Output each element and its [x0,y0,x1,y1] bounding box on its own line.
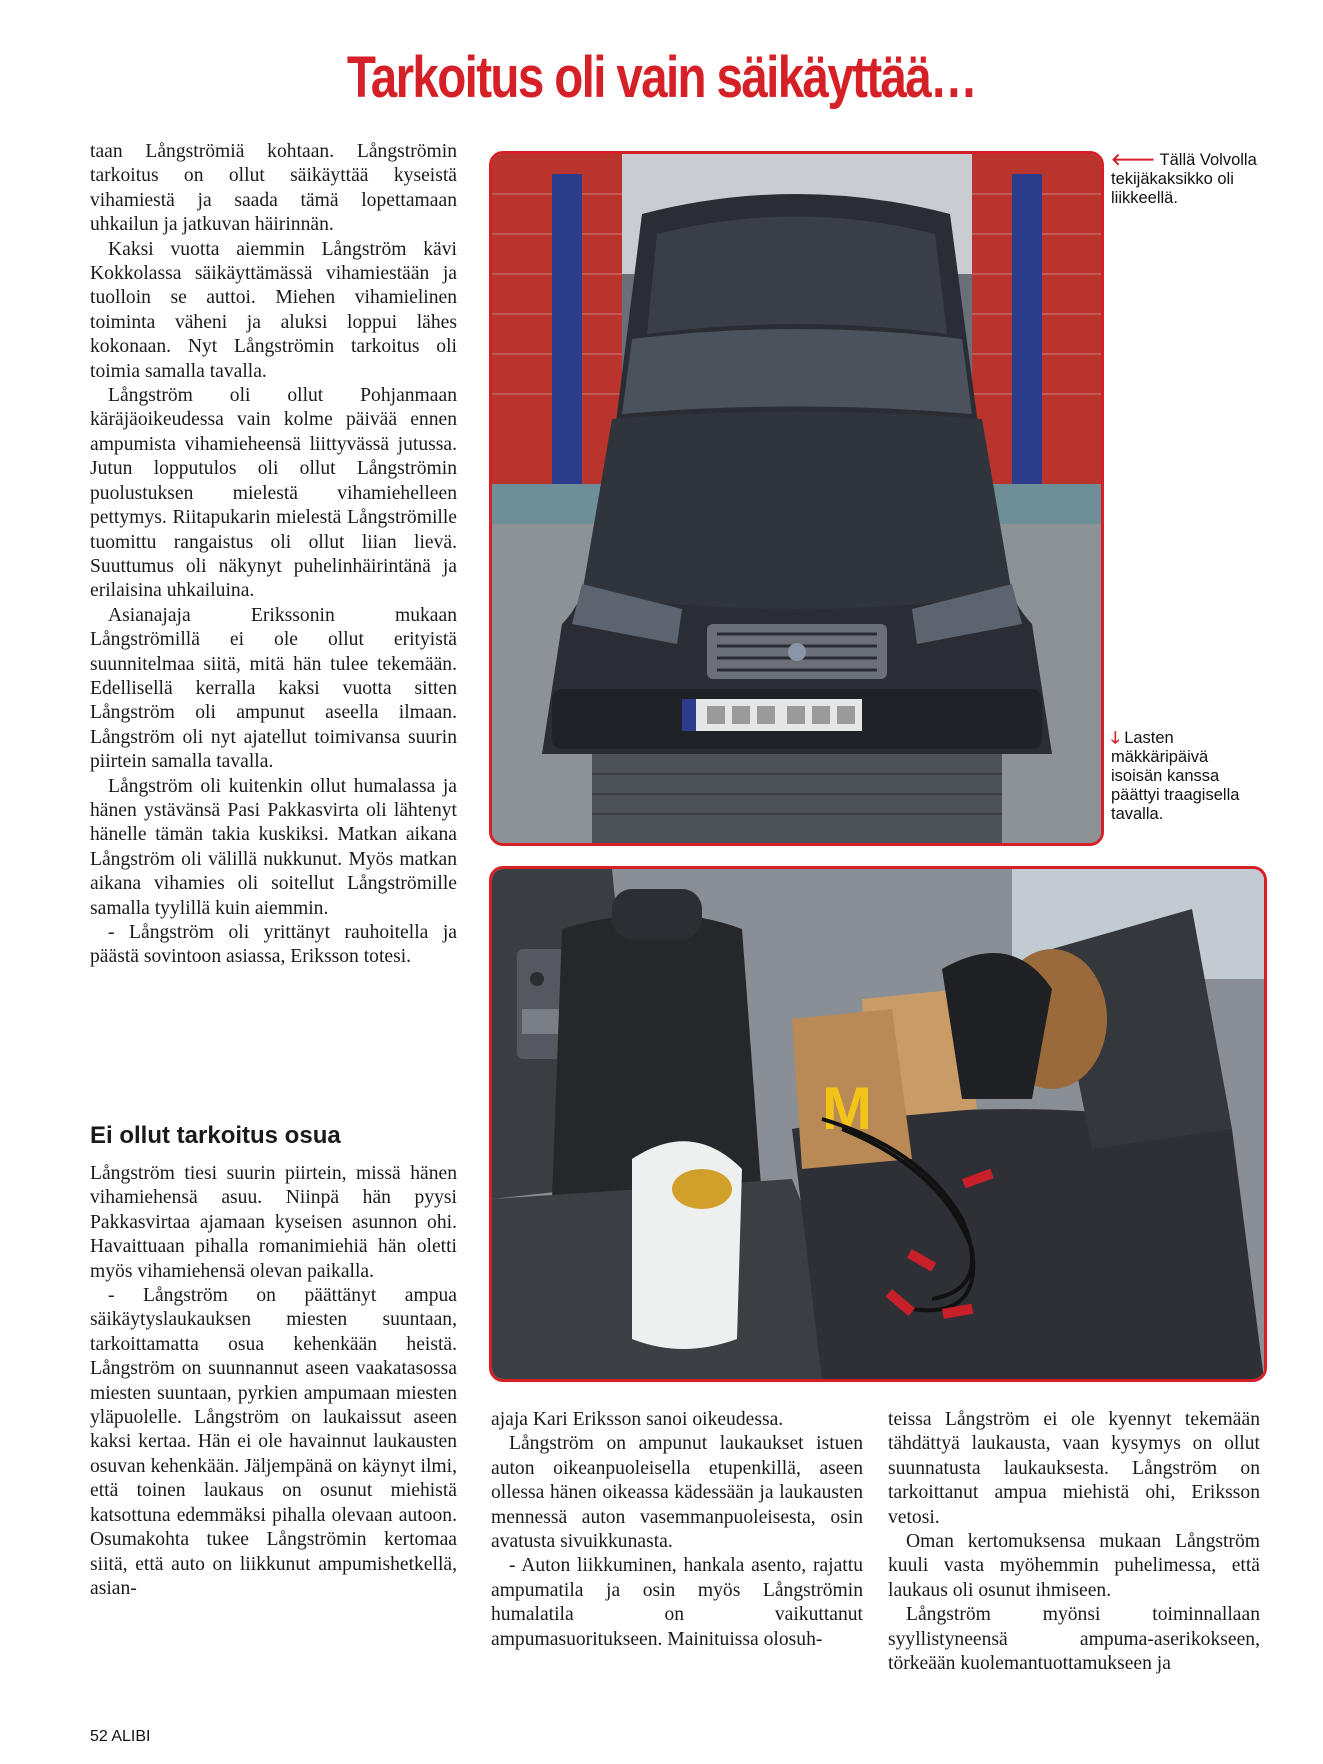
paragraph: Långström tiesi suurin piirtein, missä hänen vihamiehensä asuu. Niinpä hän pyysi Pakkasvirtaa ajamaan kyseisen asunnon ohi. Havaittuaan pihalla romanimiehiä hän oletti myös vihamiehensä olevan paikalla. [90,1163,457,1282]
article-column-3 [888,1408,1260,1676]
article-column-2 [491,1408,863,1652]
photo-caption-2 [1111,729,1261,824]
caption-text: Lasten mäkkäripäivä isoisän kanssa päättyi traagisella tavalla. [1111,729,1240,823]
paragraph: - Långström on päättänyt ampua säikäytyslaukauksen miesten suuntaan, tarkoittamatta osua kehenkään heistä. Långström on suunnannut aseen vaakatasossa miesten suuntaan, pyrkien ampumaan miesten yläpuolelle. Långström on laukaissut aseen kaksi kertaa. Hän ei ole havainnut laukausten osuvan kehenkään. Jäljempänä on käynyt ilmi, että toinen laukaus on osunut miehistä katsottuna edemmäksi pihalla olevaan autoon. Osumakohta tukee Långströmin kertomaa siitä, että auto on liikkunut ampumishetkellä, asian- [90,1285,457,1599]
paragraph: Asianajaja Erikssonin mukaan Långströmillä ei ole ollut erityistä suunnitelmaa siitä, mitä hän tulee tekemään. Edellisellä kerralla kaksi vuotta sitten Långström oli ampunut aseella ilmaan. Långström oli nyt ajatellut toimivansa suurin piirtein samalla tavalla. [90,604,457,773]
photo-caption-1 [1111,151,1261,208]
page-title: Tarkoitus oli vain säikäyttää… [346,45,977,110]
paragraph: - Långström oli yrittänyt rauhoitella ja päästä sovintoon asiassa, Eriksson totesi. [90,922,457,968]
paragraph: Långström myönsi toiminnallaan syyllistyneensä ampuma-aserikokseen, törkeään kuolemantuottamukseen ja [888,1604,1260,1675]
caption-text: Tällä Volvolla tekijäkaksikko oli liikkeellä. [1111,151,1257,207]
paragraph: Långström on ampunut laukaukset istuen auton oikeanpuoleisella etupenkillä, aseen ollessa hänen oikeassa kädessään ja laukausten mennessä auton vasemmanpuoleisesta, osin avatusta sivuikkunasta. [491,1433,863,1553]
paragraph: taan Långströmiä kohtaan. Långströmin tarkoitus on ollut säikäyttää kyseistä vihamiestä ja saada tämä lopettamaan uhkailun ja jatkuvan häirinnän. [90,141,457,236]
car-interior-photo [489,866,1267,1382]
article-column-1b [90,1162,457,1601]
paragraph: ajaja Kari Eriksson sanoi oikeudessa. [491,1409,784,1430]
svg-text:M: M [822,1075,872,1142]
article-column-1 [90,140,457,970]
arrow-down-icon: 🡓 [1111,729,1120,747]
page-footer: 52 ALIBI [90,1728,151,1745]
paragraph: Långström oli ollut Pohjanmaan käräjäoikeudessa vain kolme päivää ennen ampumista vihamieheensä liittyvässä jutussa. Jutun lopputulos oli ollut Långströmin puolustuksen mielestä vihamiehelleen pettymys. Riitapukarin mielestä Långströmille tuomittu rangaistus oli ollut liian lievä. Suuttumus oli näkynyt puhelinhäirintänä ja erilaisina uhkailuina. [90,385,457,602]
paragraph: teissa Långström ei ole kyennyt tekemään tähdättyä laukausta, vaan kysymys on ollut suunnatusta laukauksesta. Långström on tarkoittanut ampua miehistä ohi, Eriksson vetosi. [888,1409,1260,1528]
paragraph: Oman kertomuksensa mukaan Långström kuuli vasta myöhemmin puhelimessa, että laukaus oli osunut ihmiseen. [888,1531,1260,1601]
arrow-left-icon: 🡐 [1111,151,1156,169]
subheading: Ei ollut tarkoitus osua [90,1122,341,1149]
paragraph: - Auton liikkuminen, hankala asento, rajattu ampumatila ja osin myös Långströmin humalatila on vaikuttanut ampumasuoritukseen. Mainituissa olosuh- [491,1555,863,1650]
car-photo [489,151,1104,846]
volvo-car-image [492,154,1101,843]
car-interior-image [492,869,1264,1379]
paragraph: Långström oli kuitenkin ollut humalassa ja hänen ystävänsä Pasi Pakkasvirta oli lähtenyt hänelle tämän takia kuskiksi. Matkan aikana Långström oli välillä nukkunut. Myös matkan aikana vihamies oli soitellut Långströmille samalla tyylillä kuin aiemmin. [90,775,457,919]
paragraph: Kaksi vuotta aiemmin Långström kävi Kokkolassa säikäyttämässä vihamiestään ja tuolloin se auttoi. Miehen vihamielinen toiminta väheni ja aluksi loppui lähes kokonaan. Nyt Långströmin tarkoitus oli toimia samalla tavalla. [90,238,457,382]
